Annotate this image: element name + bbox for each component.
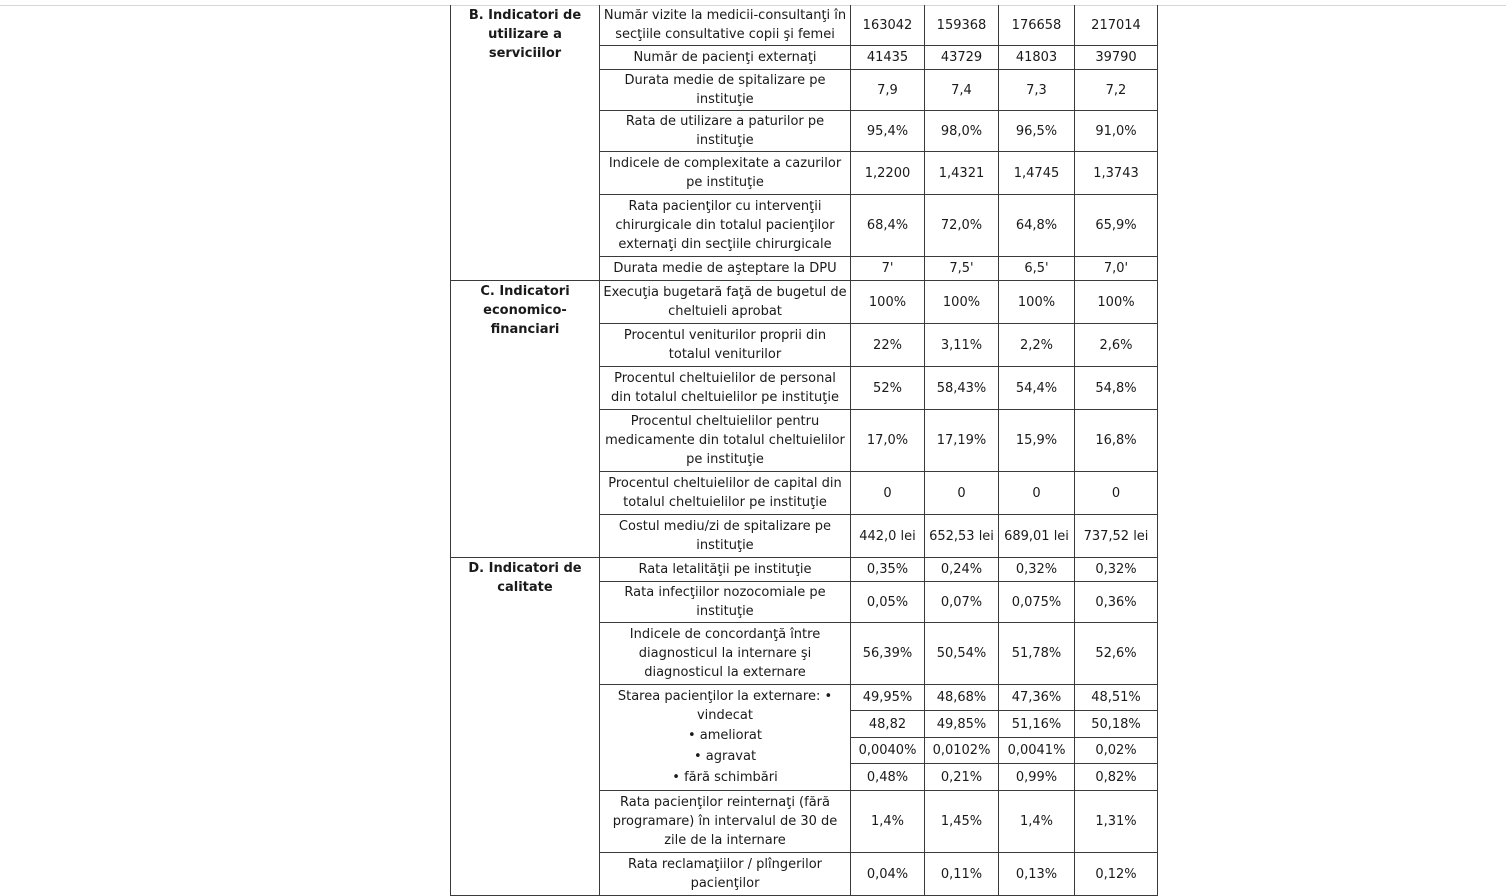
- value-cell: 43729: [925, 46, 999, 70]
- value-cell: 41803: [999, 46, 1075, 70]
- value-cell: 65,9%: [1075, 195, 1158, 257]
- value-cell: 0,07%: [925, 582, 999, 623]
- value-cell: 159368: [925, 5, 999, 46]
- indicator-label: Durata medie de aşteptare la DPU: [600, 257, 851, 281]
- value-cell: 49,85%: [925, 711, 999, 738]
- value-cell: 64,8%: [999, 195, 1075, 257]
- indicator-label: Procentul cheltuielilor de personal din totalul cheltuielilor pe instituţie: [600, 367, 851, 410]
- value-cell: 54,4%: [999, 367, 1075, 410]
- value-cell: 100%: [851, 281, 925, 324]
- value-cell: 7,2: [1075, 70, 1158, 111]
- category-d-cell: D. Indicatori de calitate: [451, 558, 600, 896]
- value-cell: 0: [925, 472, 999, 515]
- value-cell: 0,48%: [851, 764, 925, 791]
- value-cell: 7,4: [925, 70, 999, 111]
- table-row: [451, 558, 1158, 582]
- value-cell: 0: [851, 472, 925, 515]
- value-cell: 0,13%: [999, 853, 1075, 896]
- table-row: [451, 281, 1158, 324]
- indicator-label: Rata infecţiilor nozocomiale pe instituţie: [600, 582, 851, 623]
- value-cell: 2,2%: [999, 324, 1075, 367]
- value-cell: 48,68%: [925, 685, 999, 711]
- indicator-label: Procentul cheltuielilor pentru medicamente din totalul cheltuielilor pe instituţie: [600, 410, 851, 472]
- indicator-label: Rata de utilizare a paturilor pe instituţie: [600, 111, 851, 152]
- value-cell: 1,4745: [999, 152, 1075, 195]
- value-cell: 49,95%: [851, 685, 925, 711]
- value-cell: 52,6%: [1075, 623, 1158, 685]
- value-cell: 0,04%: [851, 853, 925, 896]
- value-cell: 1,4%: [851, 791, 925, 853]
- value-cell: 0,05%: [851, 582, 925, 623]
- value-cell: 54,8%: [1075, 367, 1158, 410]
- value-cell: 0: [1075, 472, 1158, 515]
- category-b-cell: B. Indicatori de utilizare a serviciilor: [451, 5, 600, 281]
- value-cell: 1,3743: [1075, 152, 1158, 195]
- status-line-vindecat: Starea pacienţilor la externare: • vindecat: [617, 689, 833, 723]
- value-cell: 0,32%: [1075, 558, 1158, 582]
- value-cell: 3,11%: [925, 324, 999, 367]
- value-cell: 22%: [851, 324, 925, 367]
- value-cell: 1,31%: [1075, 791, 1158, 853]
- indicator-label: Rata letalităţii pe instituţie: [600, 558, 851, 582]
- value-cell: 652,53 lei: [925, 515, 999, 558]
- value-cell: 0,075%: [999, 582, 1075, 623]
- value-cell: 737,52 lei: [1075, 515, 1158, 558]
- value-cell: 15,9%: [999, 410, 1075, 472]
- value-cell: 72,0%: [925, 195, 999, 257]
- value-cell: 0,82%: [1075, 764, 1158, 791]
- value-cell: 100%: [999, 281, 1075, 324]
- indicator-label: Procentul cheltuielilor de capital din totalul cheltuielilor pe instituţie: [600, 472, 851, 515]
- value-cell: 68,4%: [851, 195, 925, 257]
- indicator-label: Rata pacienţilor cu intervenţii chirurgicale din totalul pacienţilor externaţi din secţiile chirurgicale: [600, 195, 851, 257]
- value-cell: 0,24%: [925, 558, 999, 582]
- value-cell: 6,5': [999, 257, 1075, 281]
- value-cell: 52%: [851, 367, 925, 410]
- value-cell: 0,0041%: [999, 738, 1075, 764]
- value-cell: 163042: [851, 5, 925, 46]
- indicator-label: Rata pacienţilor reinternaţi (fără programare) în intervalul de 30 de zile de la internare: [600, 791, 851, 853]
- value-cell: 2,6%: [1075, 324, 1158, 367]
- indicator-label: Număr vizite la medicii-consultanţi în secţiile consultative copii şi femei: [600, 5, 851, 46]
- value-cell: 0: [999, 472, 1075, 515]
- value-cell: 100%: [1075, 281, 1158, 324]
- indicator-label: Costul mediu/zi de spitalizare pe instituţie: [600, 515, 851, 558]
- value-cell: 0,36%: [1075, 582, 1158, 623]
- status-line-fara-schimbari: • fără schimbări: [672, 770, 778, 785]
- value-cell: 1,4321: [925, 152, 999, 195]
- status-line-agravat: • agravat: [693, 749, 757, 764]
- value-cell: 1,4%: [999, 791, 1075, 853]
- value-cell: 1,45%: [925, 791, 999, 853]
- indicator-label: Execuţia bugetară faţă de bugetul de cheltuieli aprobat: [600, 281, 851, 324]
- value-cell: 176658: [999, 5, 1075, 46]
- value-cell: 51,78%: [999, 623, 1075, 685]
- value-cell: 0,11%: [925, 853, 999, 896]
- value-cell: 7,5': [925, 257, 999, 281]
- value-cell: 0,21%: [925, 764, 999, 791]
- value-cell: 100%: [925, 281, 999, 324]
- value-cell: 7,0': [1075, 257, 1158, 281]
- value-cell: 0,0040%: [851, 738, 925, 764]
- value-cell: 95,4%: [851, 111, 925, 152]
- value-cell: 56,39%: [851, 623, 925, 685]
- value-cell: 689,01 lei: [999, 515, 1075, 558]
- value-cell: 39790: [1075, 46, 1158, 70]
- value-cell: 0,32%: [999, 558, 1075, 582]
- value-cell: 50,54%: [925, 623, 999, 685]
- value-cell: 0,0102%: [925, 738, 999, 764]
- status-line-ameliorat: • ameliorat: [687, 728, 762, 743]
- table-row: [451, 5, 1158, 46]
- value-cell: 7,3: [999, 70, 1075, 111]
- value-cell: 16,8%: [1075, 410, 1158, 472]
- value-cell: 1,2200: [851, 152, 925, 195]
- category-c-cell: C. Indicatori economico-financiari: [451, 281, 600, 558]
- value-cell: 50,18%: [1075, 711, 1158, 738]
- value-cell: 217014: [1075, 5, 1158, 46]
- indicator-label: Indicele de concordanţă între diagnosticul la internare şi diagnosticul la externare: [600, 623, 851, 685]
- value-cell: 96,5%: [999, 111, 1075, 152]
- value-cell: 17,0%: [851, 410, 925, 472]
- value-cell: 41435: [851, 46, 925, 70]
- value-cell: 0,12%: [1075, 853, 1158, 896]
- value-cell: 91,0%: [1075, 111, 1158, 152]
- value-cell: 442,0 lei: [851, 515, 925, 558]
- value-cell: 47,36%: [999, 685, 1075, 711]
- value-cell: 0,99%: [999, 764, 1075, 791]
- indicator-label: Număr de pacienţi externaţi: [600, 46, 851, 70]
- patient-status-label: [600, 685, 851, 791]
- value-cell: 0,02%: [1075, 738, 1158, 764]
- value-cell: 51,16%: [999, 711, 1075, 738]
- indicator-label: Rata reclamaţiilor / plîngerilor pacienţilor: [600, 853, 851, 896]
- value-cell: 48,82: [851, 711, 925, 738]
- value-cell: 98,0%: [925, 111, 999, 152]
- indicator-label: Procentul veniturilor proprii din totalul veniturilor: [600, 324, 851, 367]
- value-cell: 0,35%: [851, 558, 925, 582]
- value-cell: 48,51%: [1075, 685, 1158, 711]
- value-cell: 17,19%: [925, 410, 999, 472]
- indicator-label: Indicele de complexitate a cazurilor pe instituţie: [600, 152, 851, 195]
- value-cell: 7': [851, 257, 925, 281]
- indicators-table: [450, 5, 1158, 896]
- value-cell: 58,43%: [925, 367, 999, 410]
- indicator-label: Durata medie de spitalizare pe instituţie: [600, 70, 851, 111]
- value-cell: 7,9: [851, 70, 925, 111]
